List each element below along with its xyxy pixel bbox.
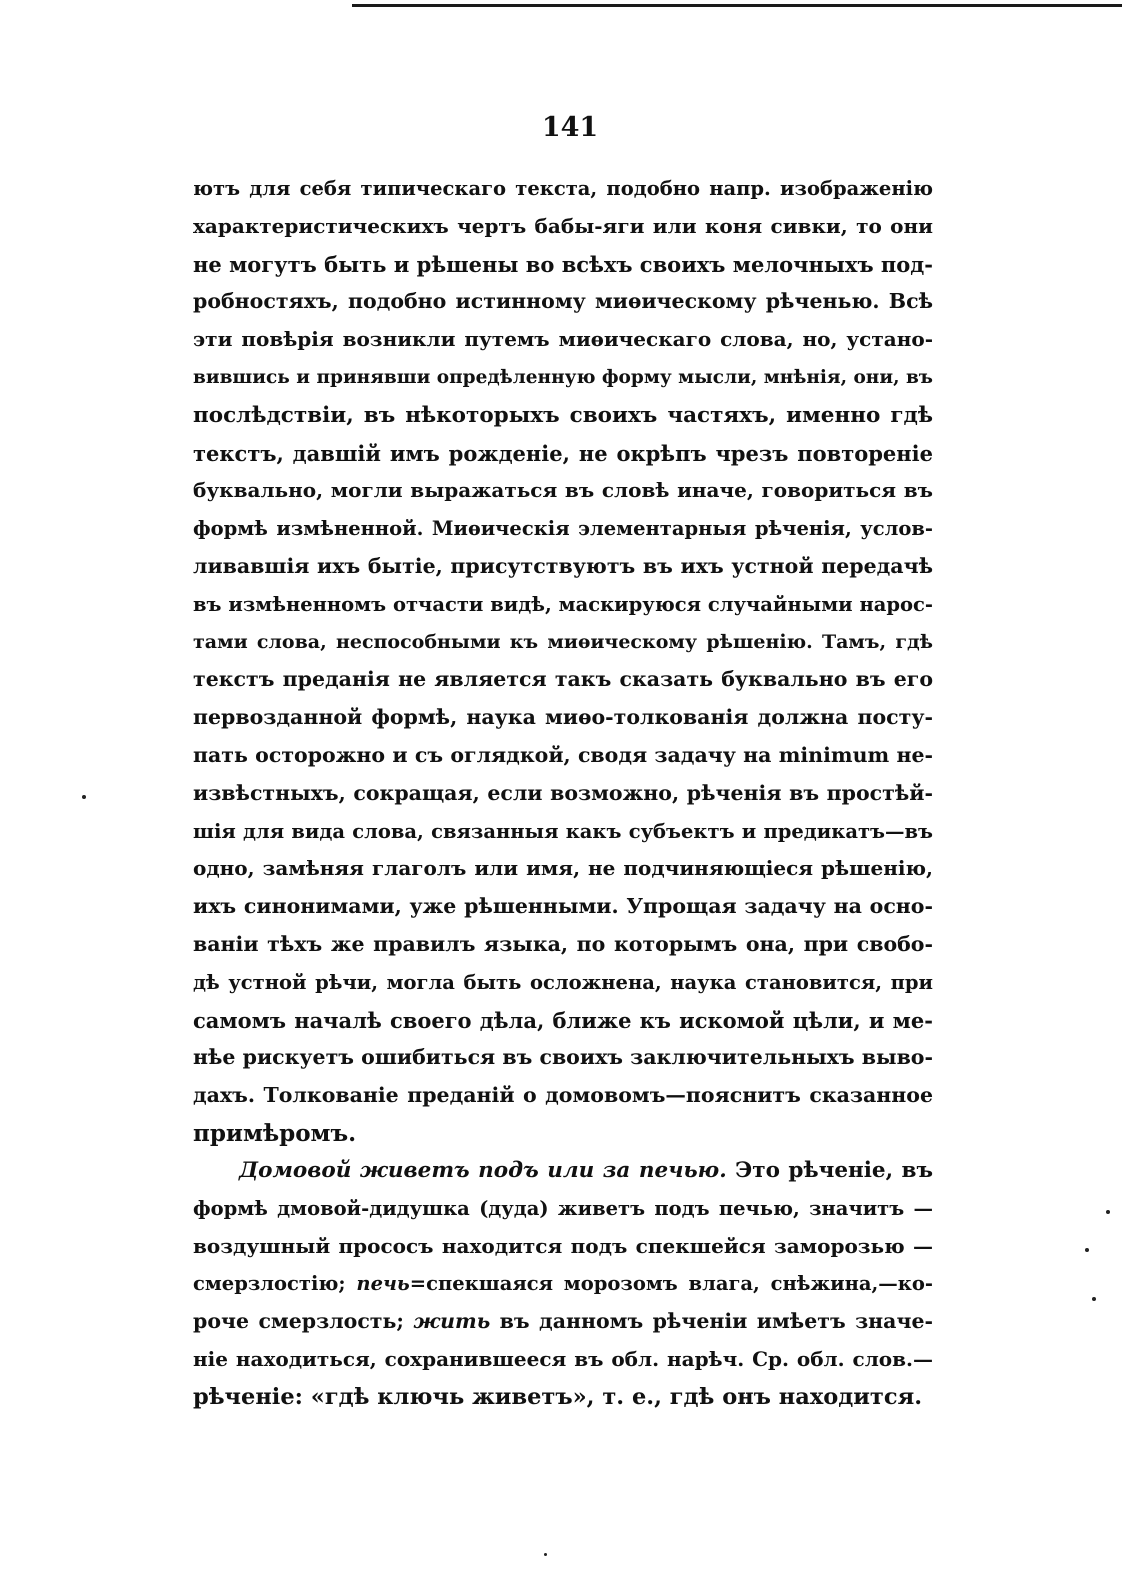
text-line: не могутъ быть и рѣшены во всѣхъ своихъ мелочныхъ под- — [193, 251, 933, 277]
text-line: формѣ дмовой-дидушка (дуда) живетъ подъ печью, значитъ — — [193, 1196, 933, 1220]
text-line: буквально, могли выражаться въ словѣ иначе, говориться въ — [193, 478, 933, 503]
text-line: эти повѣрія возникли путемъ миѳическаго слова, но, устано- — [193, 327, 933, 352]
text-line: одно, замѣняя глаголъ или имя, не подчиняющіеся рѣшенію, — [193, 856, 933, 881]
scan-speck — [1092, 1297, 1096, 1301]
italic-phrase: Домовой живетъ подъ или за печью. — [239, 1158, 727, 1183]
text-line: рѣченіе: «гдѣ ключь живетъ», т. е., гдѣ онъ находится. — [193, 1383, 923, 1410]
text-line: текстъ преданія не является такъ сказать буквально въ его — [193, 667, 933, 692]
text-line: текстъ, давшій имъ рожденіе, не окрѣпъ чрезъ повтореніе — [193, 440, 933, 466]
top-edge-rule — [352, 4, 1122, 7]
scan-speck — [544, 1553, 547, 1556]
italic-word: печь — [356, 1272, 410, 1296]
text-line: примѣромъ. — [193, 1119, 357, 1147]
text-line: послѣдствіи, въ нѣкоторыхъ своихъ частяхъ, именно гдѣ — [193, 402, 933, 428]
text-line: въ измѣненномъ отчасти видѣ, маскируюся случайными нарос- — [193, 592, 933, 616]
text-line — [193, 1303, 933, 1341]
text-line: ваніи тѣхъ же правилъ языка, по которымъ она, при свобо- — [193, 931, 933, 956]
text-span: роче смерзлость; — [193, 1309, 414, 1334]
text-line: формѣ измѣненной. Миѳическія элементарныя рѣченія, услов- — [193, 517, 933, 541]
text-line — [193, 1152, 933, 1190]
text-span: въ данномъ рѣченіи имѣетъ значе- — [490, 1309, 933, 1334]
text-line: извѣстныхъ, сокращая, если возможно, рѣченія въ простѣй- — [193, 780, 933, 805]
text-line: ніе находиться, сохранившееся въ обл. нарѣч. Ср. обл. слов.— — [193, 1346, 933, 1371]
text-line: характеристическихъ чертъ бабы-яги или коня сивки, то они — [193, 213, 933, 238]
text-line: шія для вида слова, связанныя какъ субъектъ и предикатъ—въ — [193, 819, 933, 843]
text-span: =спекшаяся морозомъ влага, снѣжина,—ко- — [409, 1272, 933, 1296]
text-line: самомъ началѣ своего дѣла, ближе къ искомой цѣли, и ме- — [193, 1007, 933, 1033]
text-span: смерзлостію; — [193, 1272, 357, 1296]
paragraph-1 — [193, 170, 933, 1153]
paragraph-2 — [193, 1152, 933, 1417]
text-line: тами слова, неспособными къ миѳическому рѣшенію. Тамъ, гдѣ — [193, 630, 933, 653]
text-line: первозданной формѣ, наука миѳо-толкованія должна посту- — [193, 705, 933, 730]
text-line: нѣе рискуетъ ошибиться въ своихъ заключительныхъ выво- — [193, 1045, 933, 1070]
text-line: воздушный просоcъ находится подъ спекшейся заморозью — — [193, 1233, 933, 1258]
text-line: ютъ для себя типическаго текста, подобно напр. изображенію — [193, 177, 933, 200]
text-line: дахъ. Толкованіе преданій о домовомъ—пояснитъ сказанное — [193, 1083, 933, 1108]
scan-speck — [1106, 1210, 1110, 1214]
page-number: 141 — [541, 112, 599, 143]
scan-speck — [1085, 1248, 1089, 1252]
text-line: вившись и принявши опредѣленную форму мысли, мнѣнія, они, въ — [193, 366, 933, 388]
italic-word: жить — [413, 1309, 491, 1334]
text-line: дѣ устной рѣчи, могла быть осложнена, наука становится, при — [193, 970, 933, 994]
text-line: ливавшія ихъ бытіе, присутствуютъ въ ихъ устной передачѣ — [193, 553, 933, 578]
text-line: робностяхъ, подобно истинному миѳическому рѣченью. Всѣ — [193, 289, 933, 314]
text-line: пать осторожно и съ оглядкой, сводя задачу на minimum не- — [193, 742, 933, 767]
scan-speck — [82, 795, 86, 799]
text-line: ихъ синонимами, уже рѣшенными. Упрощая задачу на осно- — [193, 894, 933, 919]
text-line — [193, 1265, 933, 1303]
text-span: Это рѣченіе, въ — [726, 1158, 933, 1183]
